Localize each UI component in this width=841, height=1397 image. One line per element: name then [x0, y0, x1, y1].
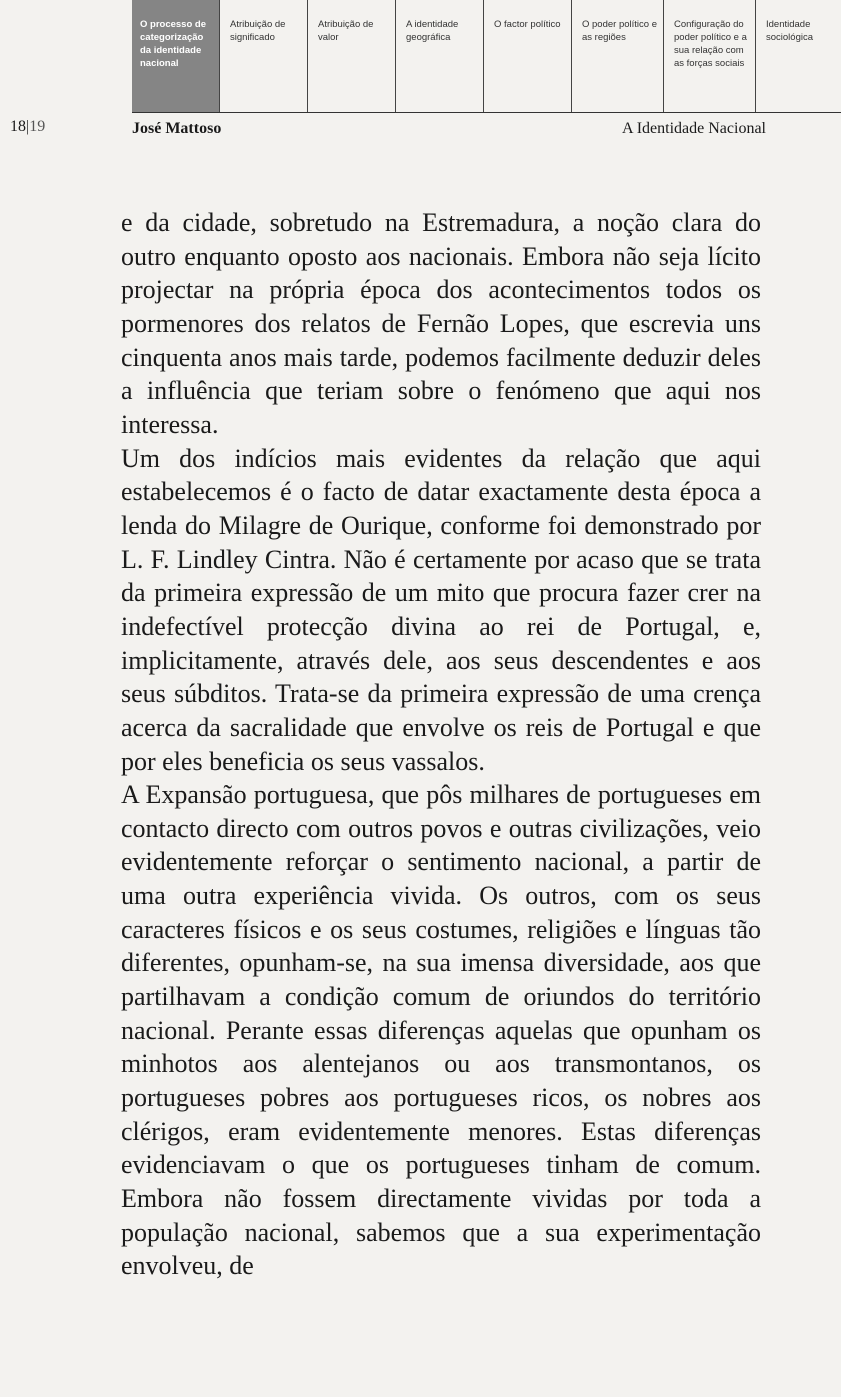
- body-text: [121, 206, 761, 1283]
- page-numbers: [10, 118, 45, 136]
- chapter-navigation: [132, 0, 841, 112]
- nav-item-factor-politico[interactable]: O factor político: [484, 0, 572, 112]
- page-number-left: 18: [10, 118, 26, 135]
- paragraph: Um dos indícios mais evidentes da relação que aqui estabelecemos é o facto de datar exactamente desta época a lenda do Milagre de Ourique, conforme foi demonstrado por L. F. Lindley Cintra. Não é certamente por acaso que se trata da primeira expressão de um mito que procura fazer crer na indefectível protecção divina ao rei de Portugal, e, implicitamente, através dele, aos seus descendentes e aos seus súbditos. Trata-se da primeira expressão de uma crença acerca da sacralidade que envolve os reis de Portugal e que por eles beneficia os seus vassalos.: [121, 443, 761, 776]
- running-header: [0, 118, 841, 142]
- nav-item-identidade-sociologica[interactable]: Identidade sociológica: [766, 19, 813, 43]
- nav-item-valor[interactable]: Atribuição de valor: [308, 0, 396, 112]
- nav-item-categorizacao[interactable]: O processo de categorização da identidade nacional: [132, 0, 220, 112]
- page-separator: |: [26, 118, 30, 135]
- author-name: José Mattoso: [132, 120, 222, 137]
- paragraph: A Expansão portuguesa, que pôs milhares de portugueses em contacto directo com outros povos e outras civilizações, veio evidentemente reforçar o sentimento nacional, a partir de uma outra experiência vivida. Os outros, com os seus caracteres físicos e os seus costumes, religiões e línguas tão diferentes, opunham-se, na sua imensa diversidade, aos que partilhavam a condição comum de oriundos do território nacional. Perante essas diferenças aquelas que opunham os minhotos aos alentejanos ou aos transmontanos, os portugueses pobres aos portugueses ricos, os nobres aos clérigos, eram evidentemente menores. Estas diferenças evidenciavam o que os portugueses tinham de comum. Embora não fossem directamente vividas por toda a população nacional, sabemos que a sua experimentação envolveu, de: [121, 780, 761, 1281]
- nav-item-significado[interactable]: Atribuição de significado: [220, 0, 308, 112]
- nav-item-identidade-geografica[interactable]: A identidade geográfica: [396, 0, 484, 112]
- nav-divider: [132, 112, 841, 113]
- nav-item-poder-regioes[interactable]: O poder político e as regiões: [572, 0, 664, 112]
- page-number-right: 19: [29, 118, 46, 135]
- book-title: A Identidade Nacional: [622, 120, 766, 137]
- nav-item-configuracao-poder[interactable]: Configuração do poder político e a sua relação com as forças sociais: [664, 0, 756, 112]
- paragraph: e da cidade, sobretudo na Estremadura, a noção clara do outro enquanto oposto aos nacionais. Embora não seja lícito projectar na própria época dos acontecimentos todos os pormenores dos relatos de Fernão Lopes, que escrevia uns cinquenta anos mais tarde, podemos facilmente deduzir deles a influência que teriam sobre o fenómeno que aqui nos interessa.: [121, 208, 761, 439]
